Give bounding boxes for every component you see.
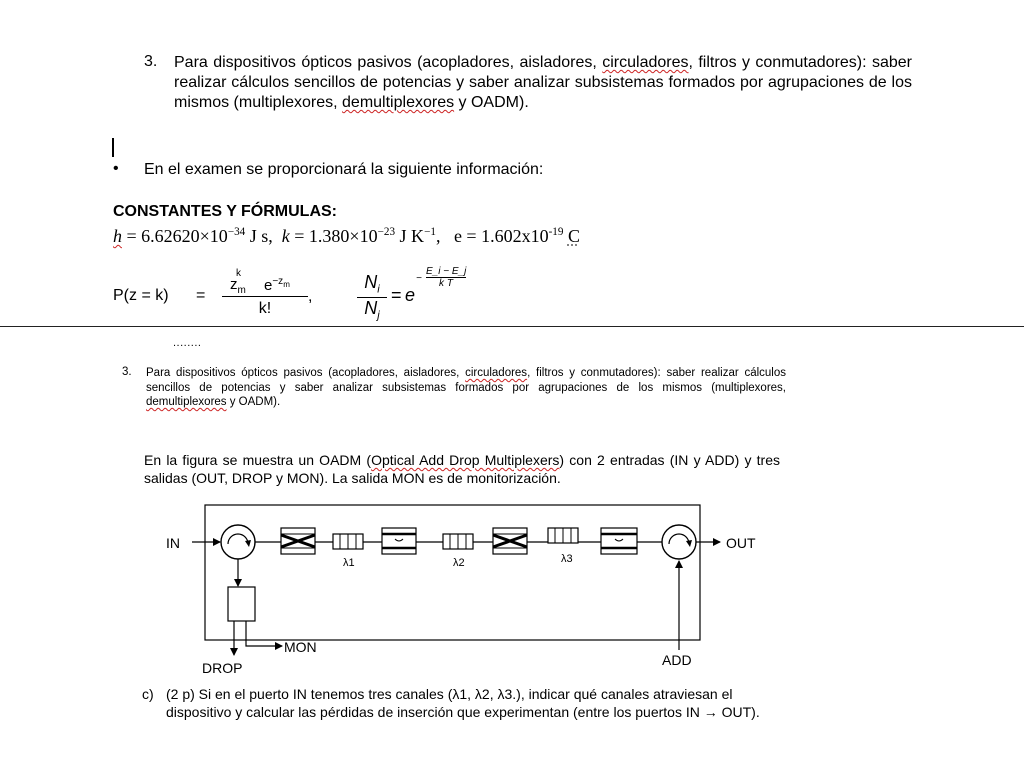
figure-intro-part2: ) con 2 entradas (IN y ADD) y tres salidas (OUT, DROP y MON). La salida MON es de monitorización.: [144, 452, 780, 486]
boltzmann-numerator: $N_i$: [357, 272, 387, 298]
top-item-text-part1: Para dispositivos ópticos pasivos (acopladores, aisladores,: [174, 54, 603, 71]
poisson-denominator: k!: [258, 300, 272, 317]
bottom-item-text-part1: Para dispositivos ópticos pasivos (acopladores, aisladores,: [146, 367, 466, 379]
poisson-numerator: $z_m$ k $e^{-z_m}$: [222, 272, 308, 297]
poisson-label: P(z = k): [113, 287, 169, 304]
question-label: c): [142, 686, 154, 702]
out-label: OUT: [726, 535, 756, 551]
monitor-tap: [228, 587, 255, 621]
constants-heading: CONSTANTES Y FÓRMULAS:: [113, 203, 338, 220]
bragg-filter-1: [333, 534, 363, 549]
lambda-1-label: λ1: [343, 557, 355, 569]
boltzmann-exponent-num: E_i − E_j: [426, 266, 467, 277]
boltzmann-e: e: [405, 285, 416, 305]
planck-symbol: h: [113, 226, 122, 246]
optical-switch-3: [493, 528, 527, 554]
bottom-item-word-demultiplexores: demultiplexores: [146, 396, 227, 408]
top-item-word-demultiplexores: demultiplexores: [342, 94, 455, 111]
ellipsis: ........: [173, 337, 202, 349]
in-label: IN: [166, 535, 180, 551]
lambda-3-label: λ3: [561, 553, 573, 565]
top-item-text: [174, 53, 912, 113]
add-label: ADD: [662, 652, 692, 668]
output-circulator: [662, 525, 696, 559]
bottom-item-text: [146, 366, 786, 410]
oadm-enclosure: [205, 505, 700, 640]
top-item-text-part2: , filtros y conmutadores): saber realizar cálculos sencillos de potencias y saber analizar subsistemas formados por agrupaciones de los mismos (multiplexores,: [174, 54, 913, 111]
drop-label: DROP: [202, 660, 243, 675]
top-item-number: 3.: [144, 53, 158, 70]
input-circulator: [221, 525, 255, 559]
poisson-comma: ,: [308, 288, 313, 305]
lambda-2-label: λ2: [453, 557, 465, 569]
oadm-diagram: [150, 495, 800, 675]
poisson-equals: =: [196, 287, 206, 304]
bottom-item-text-part3: y OADM).: [226, 396, 281, 408]
optical-switch-2: [382, 528, 416, 554]
text-cursor: [112, 138, 114, 157]
figure-intro-part1: En la figura se muestra un OADM (: [144, 452, 372, 468]
mon-arrow: [246, 621, 282, 646]
mon-label: MON: [284, 639, 317, 655]
bullet-symbol: •: [113, 160, 119, 177]
boltzmann-equals: =: [391, 285, 402, 305]
bottom-item-number: 3.: [122, 366, 132, 378]
boltzmann-fraction: [357, 272, 387, 321]
optical-switch-4: [601, 528, 637, 554]
top-item-text-part3: y OADM).: [454, 94, 529, 111]
question-text: (2 p) Si en el puerto IN tenemos tres canales (λ1, λ2, λ3.), indicar qué canales atraviesan el dispositivo y calcular las pérdidas de inserción que experimentan (entre los puertos IN → OUT).: [166, 686, 760, 720]
bottom-item-word-circuladores: circuladores: [465, 367, 528, 379]
constants-line: $h = 6.62620\times 10^{-34}$ J s, $k = 1.380\times 10^{-23}$ J $K^{-1}$, $e = 1.602x10^{-19}$ C: [113, 226, 580, 246]
section-divider: [0, 326, 1024, 327]
top-item-word-circuladores: circuladores: [602, 54, 689, 71]
top-section: 3. Para dispositivos ópticos pasivos (acopladores, aisladores, circuladores, filtros y conmutadores): saber realizar cálculos sencillos de potencias y saber analizar subsistemas formados por agrupaciones de los mismos (multiplexores, demultiplexores y OADM). • En el examen se proporcionará la siguiente información: CONSTANTES Y FÓRMULAS: $h = 6.62620\times 10^{-34}$ J s, $k = 1.380\times 10^{-23}$ J $K^{-1}$, $e = 1.602x10^{-19}$ C P(z = k) = $z_m$ k $e^{-z_m}$ k! , $\frac{N_i}{N_j}$ = e − $\frac{E\_i - E\_j}{\text{k T}}$: [113, 53, 913, 322]
boltzmann-exponent-den: k T: [439, 278, 453, 289]
bullet-text: En el examen se proporcionará la siguiente información:: [144, 161, 544, 178]
bragg-filter-3: [548, 528, 578, 543]
figure-intro-oadm-name: Optical Add Drop Multiplexers: [371, 452, 560, 468]
optical-switch-1: [281, 528, 315, 554]
boltzmann-denominator: $N_j$: [364, 297, 380, 322]
figure-intro: [144, 451, 780, 487]
bottom-item-text-part2: , filtros y conmutadores): saber realizar cálculos sencillos de potencias y saber analizar subsistemas formados por agrupaciones de los mismos (multiplexores,: [146, 367, 786, 394]
bragg-filter-2: [443, 534, 473, 549]
poisson-fraction: [222, 268, 308, 318]
